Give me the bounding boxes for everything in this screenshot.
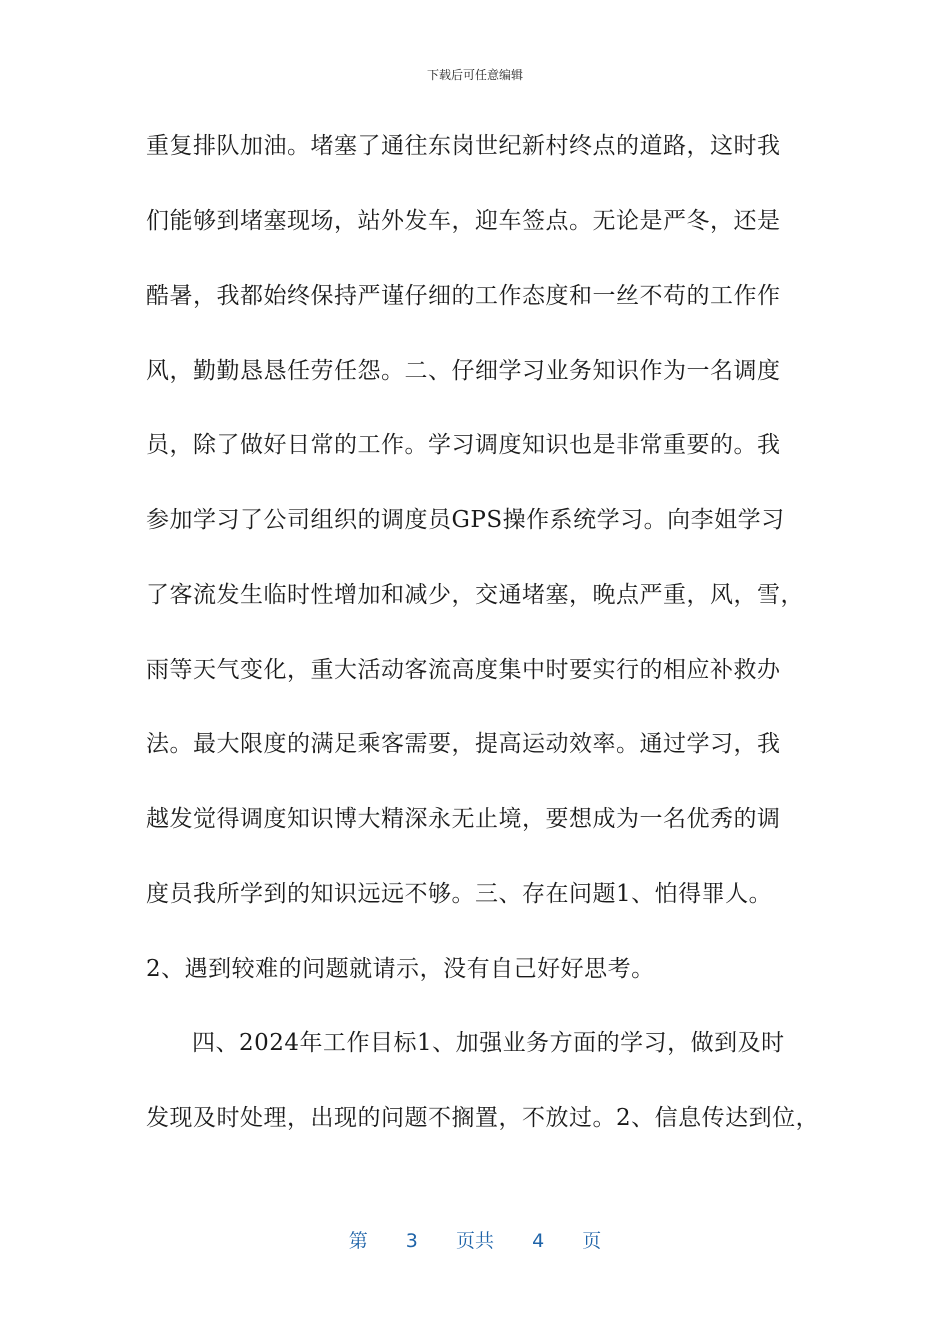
paragraph-line: 度员我所学到的知识远远不够。三、存在问题1、怕得罪人。 [146, 881, 773, 907]
footer-total-pages: 4 [532, 1230, 545, 1252]
footer-middle: 页共 [455, 1230, 494, 1252]
footer-page-number: 3 [405, 1230, 418, 1252]
paragraph-line: 法。最大限度的满足乘客需要，提高运动效率。通过学习，我 [146, 731, 781, 757]
footer-suffix: 页 [582, 1230, 602, 1252]
page-header-note: 下载后可任意编辑 [426, 68, 523, 82]
paragraph-line: 发现及时处理，出现的问题不搁置，不放过。2、信息传达到位， [146, 1105, 820, 1131]
paragraph-line: 四、2024年工作目标1、加强业务方面的学习，做到及时 [192, 1030, 785, 1056]
paragraph-line: 风，勤勤恳恳任劳任怨。二、仔细学习业务知识作为一名调度 [146, 358, 781, 384]
paragraph-line: 员，除了做好日常的工作。学习调度知识也是非常重要的。我 [146, 432, 781, 458]
paragraph-line: 越发觉得调度知识博大精深永无止境，要想成为一名优秀的调 [146, 806, 781, 832]
paragraph-line: 参加学习了公司组织的调度员GPS操作系统学习。向李姐学习 [146, 507, 785, 533]
paragraph-line: 酷暑，我都始终保持严谨仔细的工作态度和一丝不苟的工作作 [146, 283, 781, 309]
paragraph-line: 雨等天气变化，重大活动客流高度集中时要实行的相应补救办 [146, 657, 781, 683]
page-footer [0, 1226, 950, 1253]
paragraph-line: 2、遇到较难的问题就请示，没有自己好好思考。 [146, 956, 655, 982]
paragraph-line: 们能够到堵塞现场，站外发车，迎车签点。无论是严冬，还是 [146, 208, 781, 234]
paragraph-line: 重复排队加油。堵塞了通往东岗世纪新村终点的道路，这时我 [146, 133, 781, 159]
footer-prefix: 第 [348, 1230, 368, 1252]
paragraph-line: 了客流发生临时性增加和减少，交通堵塞，晚点严重，风，雪， [146, 582, 804, 608]
